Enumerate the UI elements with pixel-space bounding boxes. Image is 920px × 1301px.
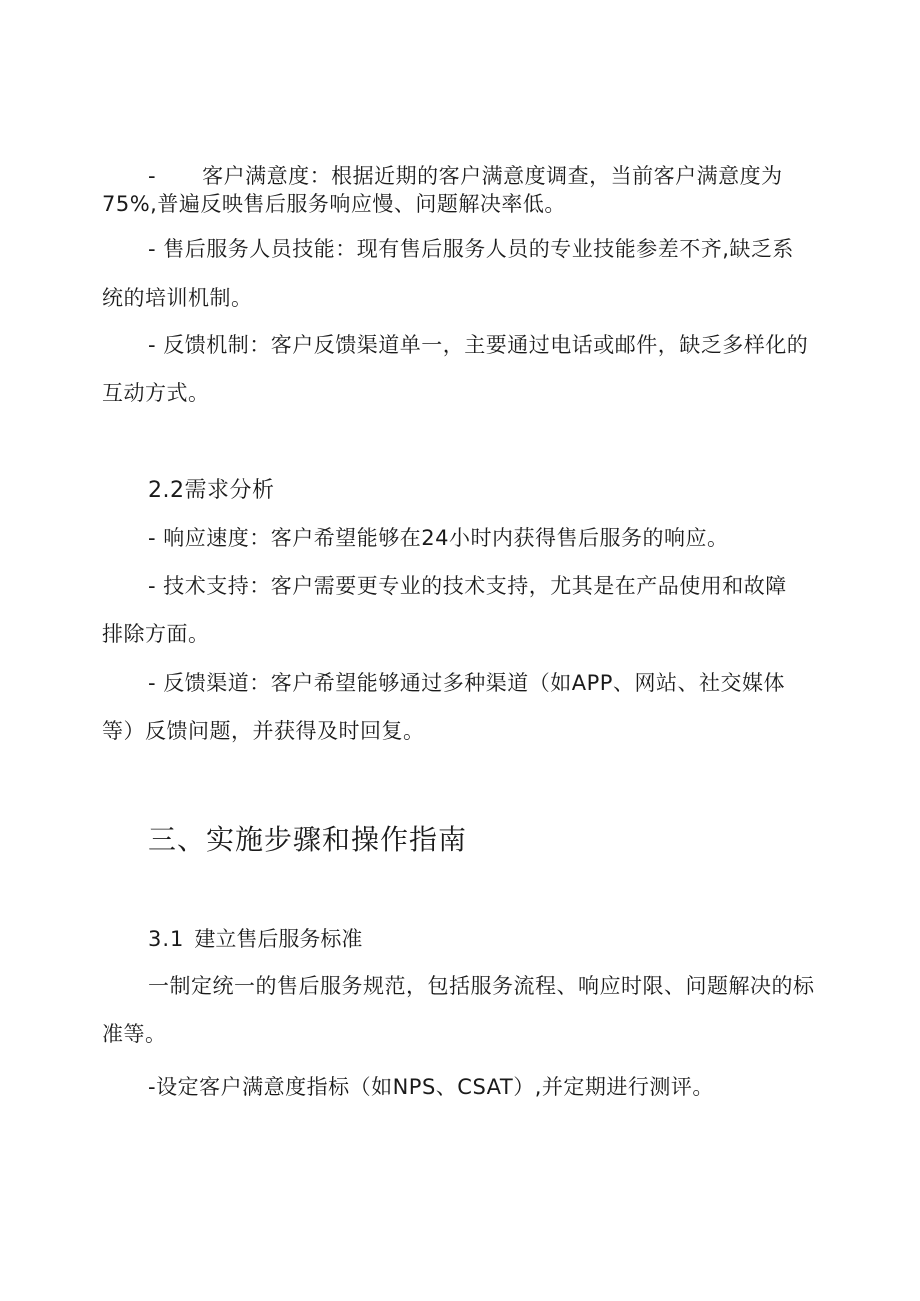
- list-item-text: 客户满意度：根据近期的客户满意度调查，当前客户满意度为: [202, 164, 783, 188]
- paragraph-line: 一制定统一的售后服务规范，包括服务流程、响应时限、问题解决的标: [148, 974, 815, 998]
- paragraph-line: 75%,普遍反映售后服务响应慢、问题解决率低。: [102, 192, 566, 216]
- paragraph-line: [148, 161, 783, 191]
- paragraph-line: 互动方式。: [102, 381, 210, 405]
- list-dash: -: [148, 164, 157, 188]
- subsection-heading: [148, 924, 362, 954]
- paragraph-line: - 反馈机制：客户反馈渠道单一，主要通过电话或邮件，缺乏多样化的: [148, 333, 809, 357]
- paragraph-line: 统的培训机制。: [102, 286, 253, 310]
- paragraph-line: 排除方面。: [102, 622, 210, 646]
- paragraph-line: 准等。: [102, 1022, 167, 1046]
- paragraph-line: 等）反馈问题，并获得及时回复。: [102, 719, 425, 743]
- paragraph-line: - 售后服务人员技能：现有售后服务人员的专业技能参差不齐,缺乏系: [148, 237, 794, 261]
- subsection-title: 建立售后服务标准: [194, 927, 363, 951]
- subsection-number: 3.1: [148, 927, 185, 951]
- paragraph-line: - 反馈渠道：客户希望能够通过多种渠道（如APP、网站、社交媒体: [148, 671, 785, 695]
- paragraph-line: - 技术支持：客户需要更专业的技术支持，尤其是在产品使用和故障: [148, 574, 787, 598]
- chapter-heading: 三、实施步骤和操作指南: [148, 823, 468, 856]
- paragraph-line: -设定客户满意度指标（如NPS、CSAT）,并定期进行测评。: [148, 1075, 714, 1099]
- section-heading: 2.2需求分析: [148, 478, 275, 503]
- paragraph-line: - 响应速度：客户希望能够在24小时内获得售后服务的响应。: [148, 526, 729, 550]
